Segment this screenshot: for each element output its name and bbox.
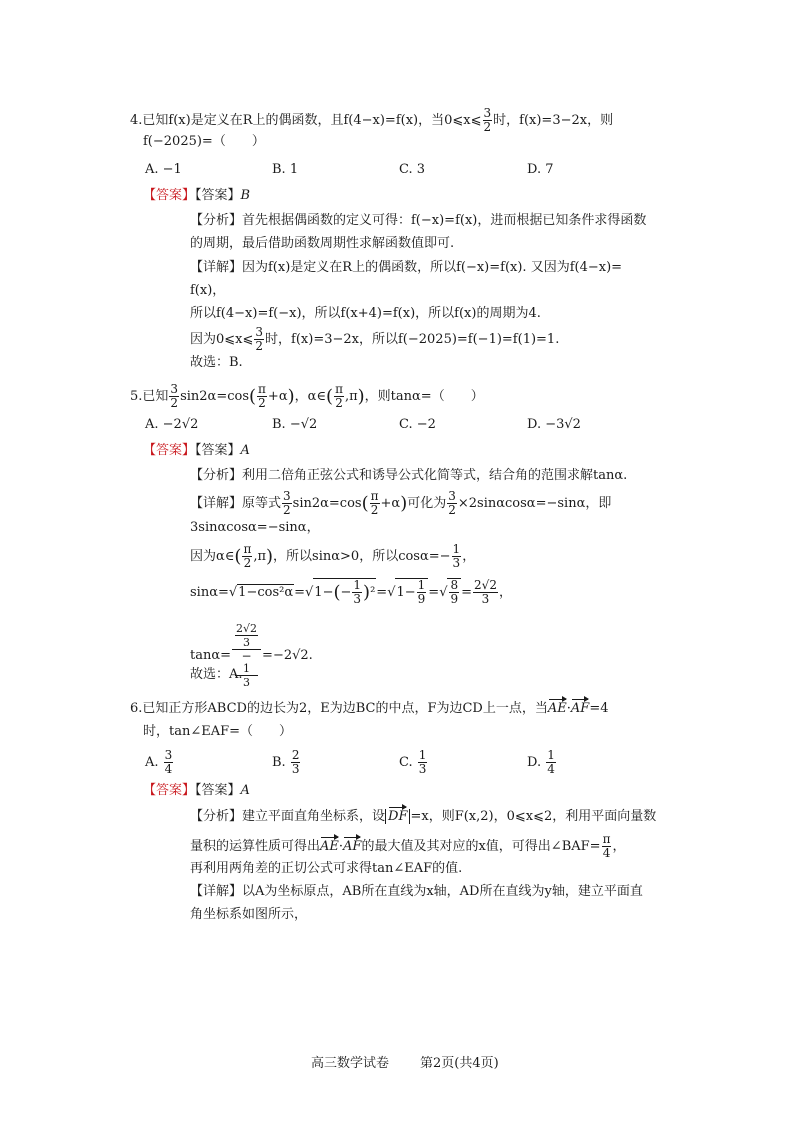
answer-tag: 【答案】 xyxy=(143,188,196,203)
fraction: $\frac{1}{9}$ xyxy=(417,578,426,606)
problem-4-option-b[interactable]: B. 1 xyxy=(272,162,299,177)
problem-5-answer: 【答案】【答案】A xyxy=(143,443,250,458)
problem-4-detail-line4: 因为0⩽x⩽ $\frac{3}{2}$ 时，f(x)=3−2x，所以f(−2025)=f(−1)=f(1)=1. xyxy=(190,325,560,353)
vector-af: AF xyxy=(343,839,362,854)
problem-6-option-a[interactable]: A. $\frac{3}{4}$ xyxy=(145,748,173,776)
fraction: $\frac{\pi}{4}$ xyxy=(602,832,611,860)
problem-6-option-b[interactable]: B. $\frac{2}{3}$ xyxy=(272,748,300,776)
fraction: $\frac{\pi}{2}$ xyxy=(335,382,343,410)
problem-4-analysis-line1: 【分析】首先根据偶函数的定义可得：f(−x)=f(x)，进而根据已知条件求得函数 xyxy=(190,213,647,228)
problem-4-detail-line3: 所以f(4−x)=f(−x)，所以f(x+4)=f(x)，所以f(x)的周期为4. xyxy=(190,306,541,321)
fraction: $\frac{3}{2}$ xyxy=(448,489,456,517)
problem-5-option-a[interactable]: A. −2√2 xyxy=(145,417,199,432)
problem-4-option-c[interactable]: C. 3 xyxy=(399,162,426,177)
fraction: $\frac{\pi}{2}$ xyxy=(370,489,379,517)
fraction: $\frac{3}{2}$ xyxy=(255,325,264,353)
fraction: $\frac{2√2}{3}$ xyxy=(474,578,497,606)
problem-4-option-a[interactable]: A. −1 xyxy=(145,162,182,177)
fraction: $\frac{2}{3}$ xyxy=(291,748,300,776)
fraction: $\frac{3}{2}$ xyxy=(483,106,492,134)
problem-5-detail-line3: 因为α∈( $\frac{\pi}{2}$ ,π)，所以sinα>0，所以cosα=− $\frac{1}{3}$ ， xyxy=(190,542,476,570)
compound-fraction: 2√2 3 − 1 3 xyxy=(232,622,261,689)
problem-4-detail-line1: 【详解】因为f(x)是定义在R上的偶函数，所以f(−x)=f(x). 又因为f(4−x)= xyxy=(190,260,623,275)
problem-6-analysis-line3: 再利用两角差的正切公式可求得tan∠EAF的值. xyxy=(190,861,463,876)
problem-6-stem-line2: 时，tan∠EAF=（ ） xyxy=(143,724,293,739)
fraction: $\frac{3}{2}$ xyxy=(283,489,291,517)
problem-4-answer: 【答案】【答案】B xyxy=(143,188,251,203)
problem-5-detail-line2: 3sinαcosα=−sinα， xyxy=(190,520,320,535)
problem-4-conclusion: 故选：B. xyxy=(190,355,243,370)
problem-6-detail-line2: 角坐标系如图所示， xyxy=(190,907,308,922)
problem-5-option-d[interactable]: D. −3√2 xyxy=(527,417,581,432)
fraction: $\frac{3}{4}$ xyxy=(164,748,173,776)
problem-5-option-b[interactable]: B. −√2 xyxy=(272,417,318,432)
problem-4-stem-line2: f(−2025)=（ ） xyxy=(143,134,265,149)
fraction: $\frac{3}{2}$ xyxy=(170,382,179,410)
fraction: $\frac{1}{4}$ xyxy=(547,748,555,776)
answer-tag: 【答案】 xyxy=(143,443,196,458)
problem-4-option-d[interactable]: D. 7 xyxy=(527,162,554,177)
problem-4-stem: 4.已知f(x)是定义在R上的偶函数，且f(4−x)=f(x)，当0⩽x⩽ $\frac{3}{2}$ 时，f(x)=3−2x，则 xyxy=(130,106,614,134)
fraction: $\frac{8}{9}$ xyxy=(450,578,459,606)
problem-6-option-d[interactable]: D. $\frac{1}{4}$ xyxy=(527,748,555,776)
fraction: $\frac{1}{3}$ xyxy=(353,578,362,606)
answer-value: B xyxy=(240,188,251,203)
problem-6-analysis-line1: 【分析】建立平面直角坐标系，设 DF =x，则F(x,2)，0⩽x⩽2，利用平面向量数 xyxy=(190,809,657,824)
fraction: $\frac{\pi}{2}$ xyxy=(243,542,252,570)
vector-af: AF xyxy=(570,701,590,716)
fraction: $\frac{1}{3}$ xyxy=(452,542,461,570)
problem-4-analysis-line2: 的周期，最后借助函数周期性求解函数值即可. xyxy=(190,236,455,251)
problem-6-option-c[interactable]: C. $\frac{1}{3}$ xyxy=(399,748,427,776)
problem-5-option-c[interactable]: C. −2 xyxy=(399,417,436,432)
problem-5-analysis: 【分析】利用二倍角正弦公式和诱导公式化简等式，结合角的范围求解tanα. xyxy=(190,468,628,483)
fraction: $\frac{1}{3}$ xyxy=(418,748,427,776)
problem-5-tan-line: tanα= 2√2 3 − 1 3 =−2√2. xyxy=(190,622,313,689)
footer-title: 高三数学试卷 xyxy=(311,1056,390,1071)
problem-5-sin-line: sinα=√1−cos²α=√1−(− $\frac{1}{3}$ )²=√1− $\frac{1}{9}$ =√ $\frac{8}{9}$ = $\frac{2√2}{3}$ ， xyxy=(190,578,512,606)
vector-ae: AE xyxy=(320,839,339,854)
answer-tag: 【答案】 xyxy=(143,783,196,798)
problem-4-detail-line2: f(x)， xyxy=(190,283,226,298)
answer-value: A xyxy=(240,783,250,798)
problem-6-stem: 6.已知正方形ABCD的边长为2，E为边BC的中点，F为边CD上一点，当AE·AF=4 xyxy=(130,701,609,716)
problem-5-stem: 5.已知 $\frac{3}{2}$ sin2α=cos( $\frac{\pi}{2}$ +α)，α∈( $\frac{\pi}{2}$ ,π)，则tanα=（ ） xyxy=(130,382,484,410)
vector-df: DF xyxy=(388,809,408,824)
problem-5-detail-line1: 【详解】原等式 $\frac{3}{2}$ sin2α=cos( $\frac{\pi}{2}$ +α)可化为 $\frac{3}{2}$ ×2sinαcosα=−sinα，即 xyxy=(190,489,612,517)
answer-value: A xyxy=(240,443,250,458)
problem-6-detail-line1: 【详解】以A为坐标原点，AB所在直线为x轴，AD所在直线为y轴，建立平面直 xyxy=(190,884,643,899)
problem-6-analysis-line2: 量积的运算性质可得出AE·AF的最大值及其对应的x值，可得出∠BAF= $\frac{\pi}{4}$ ， xyxy=(190,832,626,860)
fraction: $\frac{\pi}{2}$ xyxy=(258,382,266,410)
problem-5-conclusion: 故选：A. xyxy=(190,667,243,682)
vector-ae: AE xyxy=(547,701,567,716)
footer-page-number: 第2页(共4页) xyxy=(420,1056,499,1071)
problem-6-answer: 【答案】【答案】A xyxy=(143,783,250,798)
